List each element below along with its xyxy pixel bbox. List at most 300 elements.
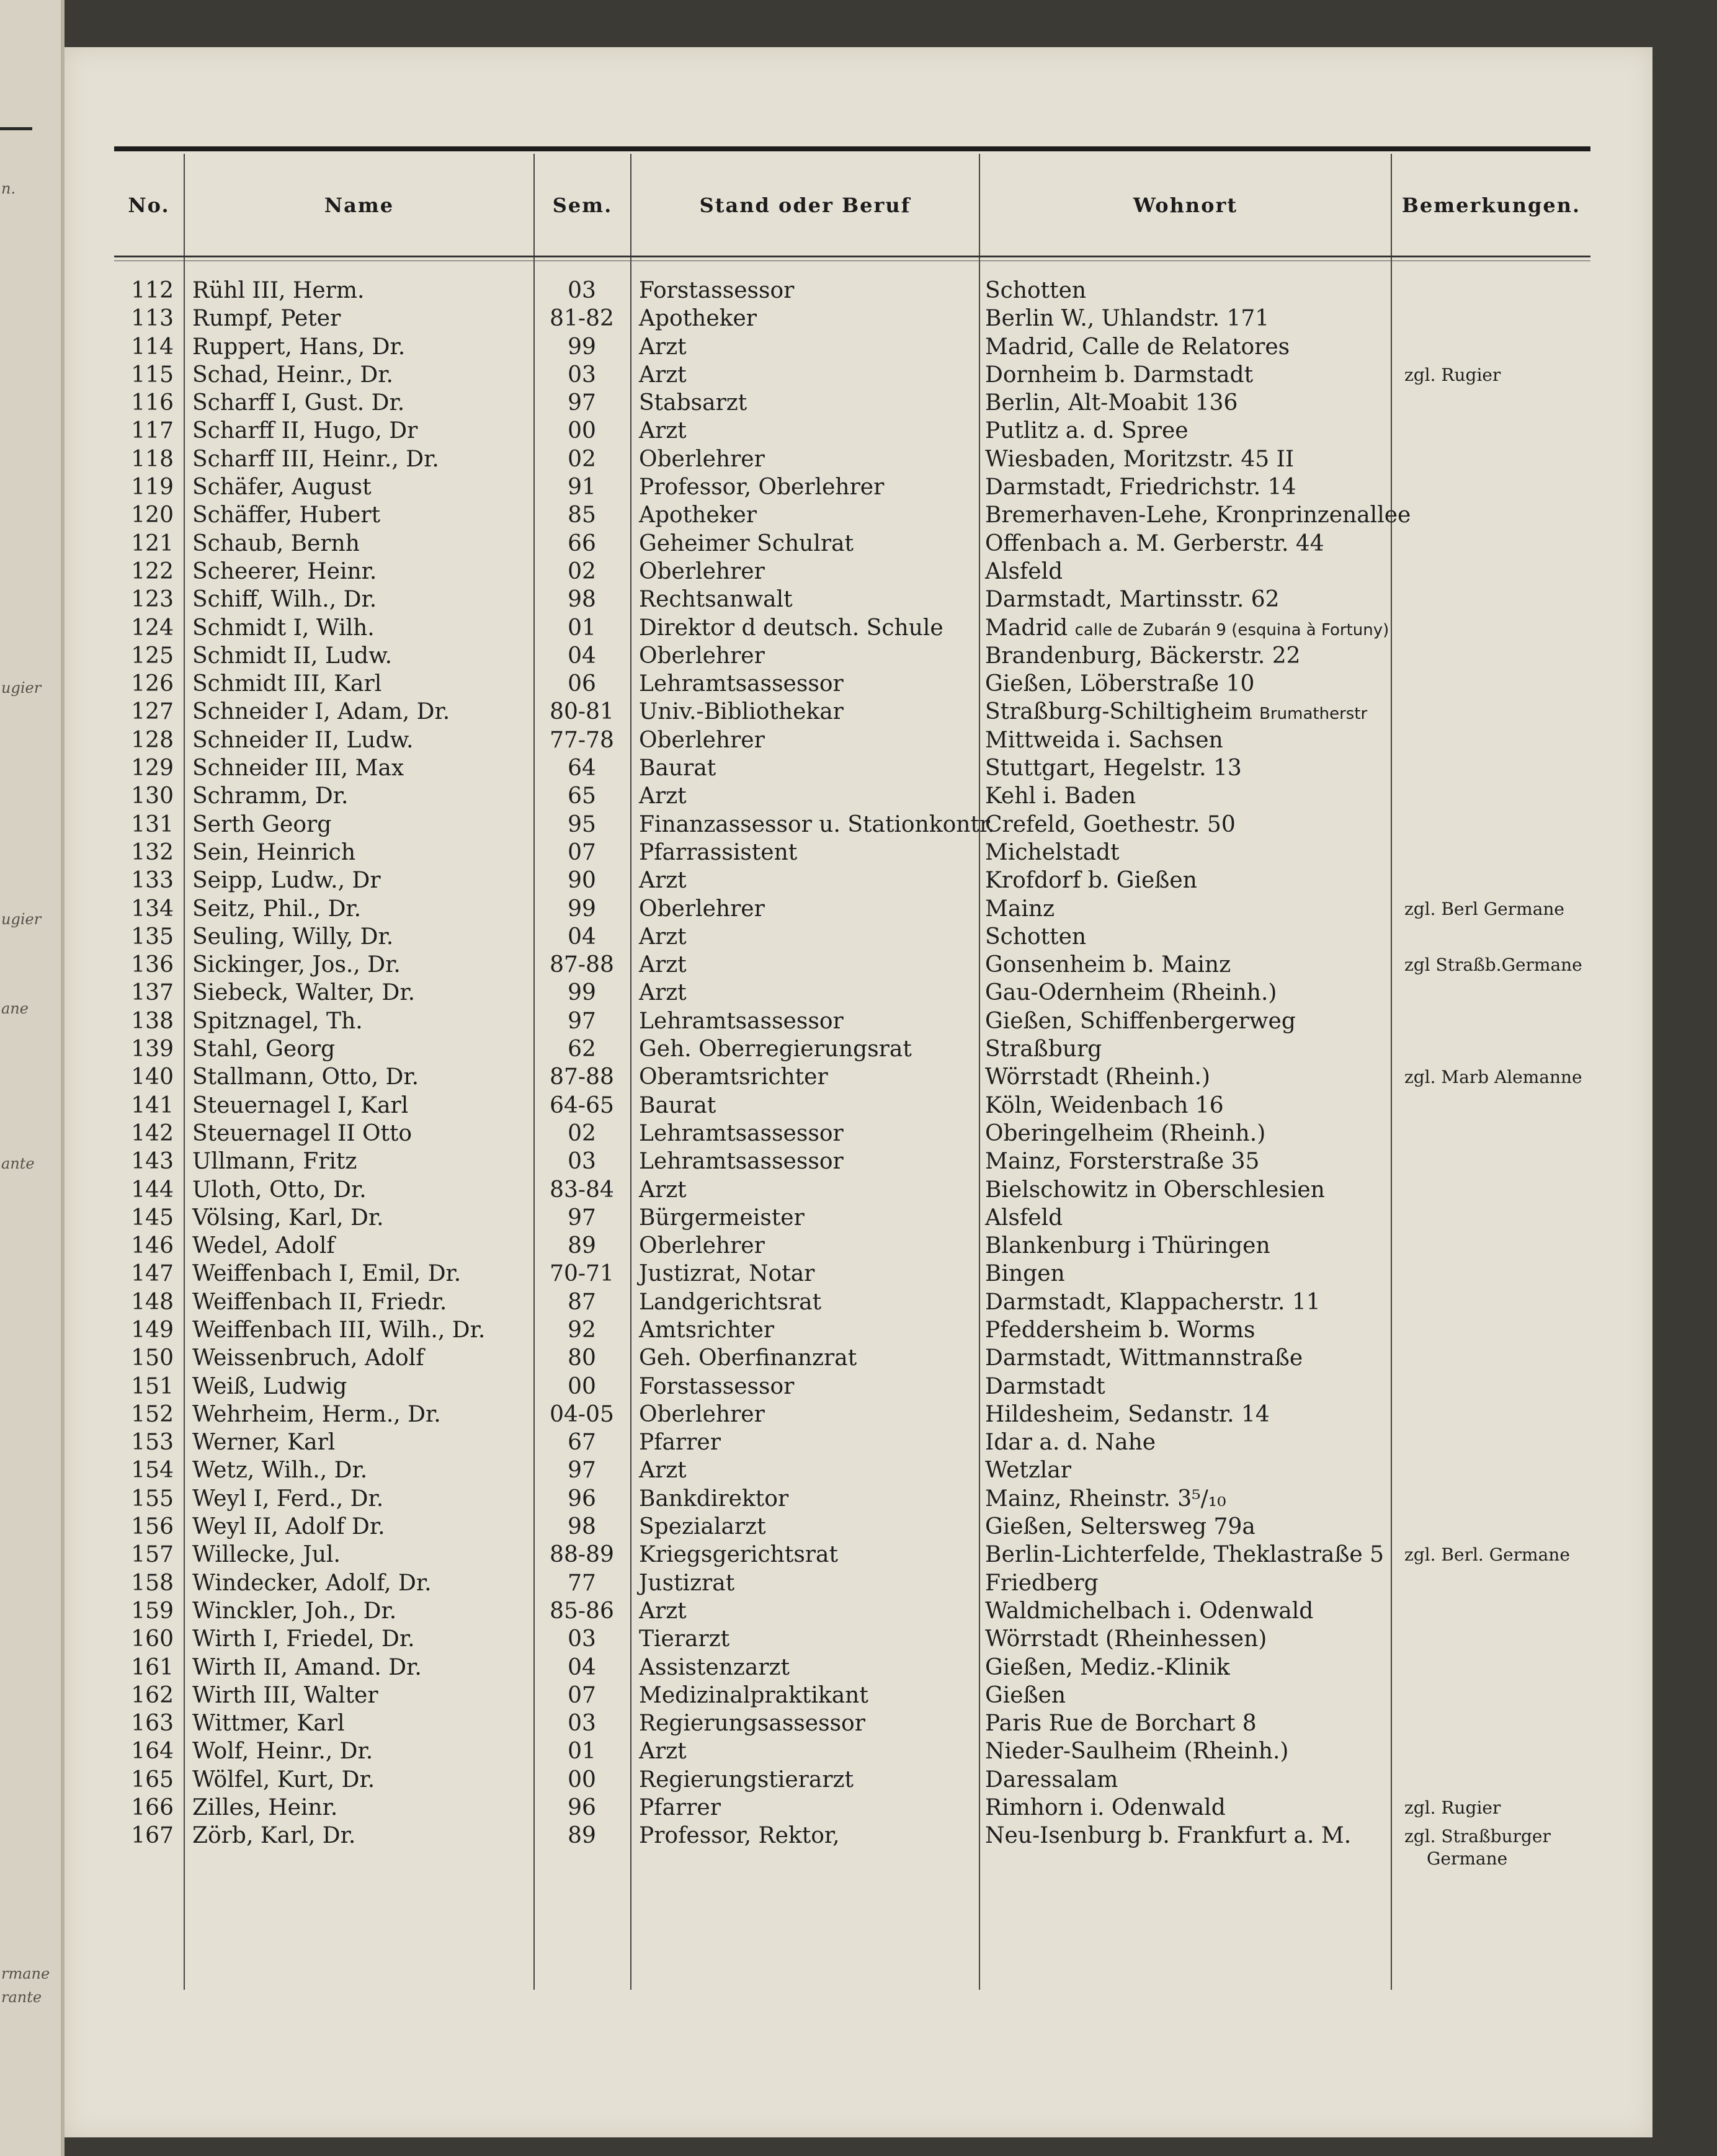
member-profession: Oberamtsrichter (639, 1064, 828, 1090)
table-row (114, 1822, 1590, 1869)
table-row (114, 1569, 1590, 1597)
member-profession: Forstassessor (639, 278, 795, 303)
member-residence (985, 530, 1407, 558)
member-name: Winckler, Joh., Dr. (192, 1598, 397, 1624)
residence-text: Darmstadt, Martinsstr. 62 (985, 587, 1280, 613)
member-remark: zgl. Marb Alemanne (1404, 1067, 1582, 1088)
member-name: Weyl I, Ferd., Dr. (192, 1486, 384, 1512)
member-profession: Oberlehrer (639, 1233, 765, 1259)
member-number: 166 (131, 1795, 174, 1821)
member-name: Scharff I, Gust. Dr. (192, 390, 405, 416)
member-semester: 95 (568, 811, 596, 837)
member-name: Werner, Karl (192, 1430, 336, 1456)
residence-text: Schotten (985, 278, 1087, 303)
member-profession: Direktor d deutsch. Schule (639, 615, 943, 641)
prev-page-fragment: ane (1, 1000, 29, 1017)
residence-text: Gießen (985, 1682, 1066, 1708)
member-residence (985, 754, 1407, 782)
member-number: 144 (131, 1177, 174, 1203)
prev-page-fragment: ugier (1, 679, 42, 697)
residence-text: Dornheim b. Darmstadt (985, 362, 1254, 388)
member-residence (985, 726, 1407, 754)
member-residence (985, 586, 1407, 613)
member-name: Weiffenbach I, Emil, Dr. (192, 1261, 462, 1287)
residence-text: Krofdorf b. Gießen (985, 868, 1197, 894)
member-number: 160 (131, 1626, 174, 1652)
member-name: Wedel, Adolf (192, 1233, 335, 1259)
member-profession: Arzt (639, 1458, 687, 1484)
member-semester: 07 (568, 1682, 596, 1708)
member-semester: 01 (568, 615, 596, 641)
member-residence (985, 1569, 1407, 1597)
member-residence (985, 1709, 1407, 1737)
residence-text: Mittweida i. Sachsen (985, 727, 1223, 753)
member-semester: 97 (568, 1008, 596, 1034)
table-row (114, 698, 1590, 726)
member-semester: 02 (568, 446, 596, 472)
residence-text: Straßburg-Schiltigheim (985, 699, 1252, 725)
member-residence (985, 1513, 1407, 1541)
header-wohnort: Wohnort (1133, 194, 1238, 217)
member-number: 148 (131, 1289, 174, 1315)
member-number: 128 (131, 727, 174, 753)
residence-text: Wörrstadt (Rheinh.) (985, 1064, 1211, 1090)
residence-text: Gießen, Seltersweg 79a (985, 1514, 1255, 1540)
member-semester: 98 (568, 587, 596, 613)
member-number: 127 (131, 699, 174, 725)
member-name: Stallmann, Otto, Dr. (192, 1064, 419, 1090)
table-row (114, 1654, 1590, 1682)
member-residence (985, 1092, 1407, 1120)
table-row (114, 614, 1590, 642)
residence-text: Pfeddersheim b. Worms (985, 1317, 1255, 1343)
member-number: 163 (131, 1711, 174, 1737)
member-profession: Geh. Oberregierungsrat (639, 1036, 912, 1062)
member-number: 122 (131, 558, 174, 584)
residence-text: Madrid, Calle de Relatores (985, 334, 1290, 360)
member-semester: 04-05 (550, 1401, 614, 1427)
member-residence (985, 923, 1407, 951)
member-name: Wirth I, Friedel, Dr. (192, 1626, 415, 1652)
member-semester: 62 (568, 1036, 596, 1062)
member-semester: 85 (568, 502, 596, 528)
member-name: Spitznagel, Th. (192, 1008, 363, 1034)
table-row (114, 1092, 1590, 1120)
table-row (114, 333, 1590, 361)
member-name: Uloth, Otto, Dr. (192, 1177, 367, 1203)
member-profession: Stabsarzt (639, 390, 747, 416)
member-residence (985, 1232, 1407, 1260)
member-residence (985, 839, 1407, 866)
member-semester: 91 (568, 474, 596, 501)
member-name: Schmidt II, Ludw. (192, 643, 393, 669)
member-residence (985, 1373, 1407, 1401)
residence-text: Wiesbaden, Moritzstr. 45 II (985, 446, 1295, 472)
header-sem: Sem. (552, 194, 613, 217)
member-name: Schiff, Wilh., Dr. (192, 587, 377, 613)
member-name: Schäffer, Hubert (192, 502, 381, 528)
member-residence (985, 1260, 1407, 1288)
table-row (114, 586, 1590, 613)
member-semester: 90 (568, 868, 596, 894)
member-profession: Medizinalpraktikant (639, 1682, 868, 1708)
residence-detail: calle de Zubarán 9 (esquina à Fortuny) (1074, 620, 1389, 639)
member-residence (985, 1344, 1407, 1372)
table-row (114, 1456, 1590, 1484)
member-residence (985, 1541, 1407, 1569)
prev-page-fragment: n. (1, 180, 16, 197)
member-number: 157 (131, 1542, 174, 1568)
member-semester: 96 (568, 1795, 596, 1821)
residence-text: Mainz, Rheinstr. 3⁵/₁₀ (985, 1486, 1226, 1512)
member-remark: zgl Straßb.Germane (1404, 955, 1582, 976)
member-name: Wolf, Heinr., Dr. (192, 1739, 373, 1765)
member-number: 135 (131, 924, 174, 950)
member-number: 151 (131, 1373, 174, 1399)
member-number: 123 (131, 587, 174, 613)
member-name: Wölfel, Kurt, Dr. (192, 1766, 375, 1793)
residence-text: Nieder-Saulheim (Rheinh.) (985, 1739, 1289, 1765)
residence-text: Alsfeld (985, 558, 1063, 584)
member-name: Weiß, Ludwig (192, 1373, 347, 1399)
table-row (114, 1373, 1590, 1401)
member-profession: Justizrat (639, 1570, 735, 1596)
residence-text: Daressalam (985, 1766, 1118, 1793)
member-number: 133 (131, 868, 174, 894)
table-row (114, 1541, 1590, 1569)
member-profession: Apotheker (639, 502, 757, 528)
table-row (114, 389, 1590, 417)
table-row (114, 1260, 1590, 1288)
member-profession: Professor, Oberlehrer (639, 474, 885, 501)
header-no: No. (128, 194, 170, 217)
member-number: 141 (131, 1092, 174, 1118)
member-residence (985, 1485, 1407, 1513)
member-semester: 64 (568, 755, 596, 782)
member-number: 159 (131, 1598, 174, 1624)
member-number: 165 (131, 1766, 174, 1793)
member-name: Schneider III, Max (192, 755, 404, 782)
member-name: Serth Georg (192, 811, 332, 837)
member-profession: Justizrat, Notar (639, 1261, 815, 1287)
member-residence (985, 1063, 1407, 1091)
residence-text: Straßburg (985, 1036, 1102, 1062)
member-semester: 07 (568, 839, 596, 865)
remark-line: Germane (1427, 1848, 1508, 1869)
residence-text: Wetzlar (985, 1458, 1071, 1484)
member-name: Scheerer, Heinr. (192, 558, 377, 584)
prev-page-fragment: rante (1, 1989, 42, 2006)
table-row (114, 473, 1590, 501)
member-semester: 89 (568, 1233, 596, 1259)
member-residence (985, 305, 1407, 332)
residence-text: Gießen, Mediz.-Klinik (985, 1654, 1230, 1680)
residence-text: Hildesheim, Sedanstr. 14 (985, 1401, 1270, 1427)
member-number: 140 (131, 1064, 174, 1090)
member-semester: 66 (568, 530, 596, 556)
member-number: 167 (131, 1823, 174, 1849)
member-profession: Arzt (639, 952, 687, 978)
member-residence (985, 1120, 1407, 1147)
table-row (114, 417, 1590, 445)
member-number: 147 (131, 1261, 174, 1287)
member-profession: Amtsrichter (639, 1317, 775, 1343)
member-profession: Arzt (639, 924, 687, 950)
member-semester: 99 (568, 334, 596, 360)
member-number: 134 (131, 896, 174, 922)
member-number: 143 (131, 1149, 174, 1175)
member-name: Völsing, Karl, Dr. (192, 1205, 384, 1231)
member-profession: Arzt (639, 418, 687, 444)
member-profession: Univ.-Bibliothekar (639, 699, 844, 725)
member-semester: 02 (568, 558, 596, 584)
member-number: 137 (131, 980, 174, 1006)
member-residence (985, 1007, 1407, 1035)
member-residence (985, 1654, 1407, 1682)
residence-text: Köln, Weidenbach 16 (985, 1092, 1224, 1118)
residence-text: Darmstadt, Friedrichstr. 14 (985, 474, 1296, 501)
table-row (114, 1428, 1590, 1456)
member-semester: 98 (568, 1514, 596, 1540)
residence-text: Neu-Isenburg b. Frankfurt a. M. (985, 1823, 1352, 1849)
member-semester: 03 (568, 1626, 596, 1652)
member-name: Seuling, Willy, Dr. (192, 924, 394, 950)
residence-text: Darmstadt (985, 1373, 1105, 1399)
member-semester: 87 (568, 1289, 596, 1315)
member-residence (985, 1822, 1407, 1850)
member-name: Seipp, Ludw., Dr (192, 868, 381, 894)
member-residence (985, 1204, 1407, 1232)
table-row (114, 1597, 1590, 1625)
table-row (114, 501, 1590, 529)
member-residence (985, 614, 1407, 644)
table-row (114, 1120, 1590, 1147)
member-name: Schad, Heinr., Dr. (192, 362, 393, 388)
residence-text: Madrid (985, 615, 1068, 641)
residence-text: Stuttgart, Hegelstr. 13 (985, 755, 1242, 782)
member-profession: Finanzassessor u. Stationkontr. (639, 811, 995, 837)
table-row (114, 1204, 1590, 1232)
residence-text: Rimhorn i. Odenwald (985, 1795, 1226, 1821)
member-number: 161 (131, 1654, 174, 1680)
residence-text: Bielschowitz in Oberschlesien (985, 1177, 1325, 1203)
member-semester: 97 (568, 1458, 596, 1484)
member-number: 126 (131, 671, 174, 697)
member-name: Wehrheim, Herm., Dr. (192, 1401, 441, 1427)
table-row (114, 1288, 1590, 1316)
member-profession: Oberlehrer (639, 643, 765, 669)
residence-text: Schotten (985, 924, 1087, 950)
member-profession: Regierungsassessor (639, 1711, 865, 1737)
member-residence (985, 782, 1407, 810)
member-profession: Oberlehrer (639, 446, 765, 472)
member-residence (985, 501, 1411, 529)
residence-text: Putlitz a. d. Spree (985, 418, 1189, 444)
member-semester: 03 (568, 278, 596, 303)
table-row (114, 726, 1590, 754)
member-number: 119 (131, 474, 174, 501)
member-profession: Rechtsanwalt (639, 587, 793, 613)
table-row (114, 1737, 1590, 1765)
member-profession: Arzt (639, 362, 687, 388)
member-residence (985, 1316, 1407, 1344)
member-residence (985, 417, 1407, 445)
table-row (114, 277, 1590, 305)
table-body (114, 277, 1590, 1869)
member-number: 145 (131, 1205, 174, 1231)
residence-text: Darmstadt, Wittmannstraße (985, 1345, 1303, 1371)
member-name: Ullmann, Fritz (192, 1149, 357, 1175)
member-residence (985, 1737, 1407, 1765)
residence-text: Darmstadt, Klappacherstr. 11 (985, 1289, 1321, 1315)
member-residence (985, 1401, 1407, 1428)
header-rule (114, 256, 1590, 257)
residence-text: Blankenburg i Thüringen (985, 1233, 1270, 1259)
member-remark: zgl. Rugier (1404, 364, 1501, 385)
member-semester: 83-84 (550, 1177, 614, 1203)
member-residence (985, 1794, 1407, 1822)
member-name: Seitz, Phil., Dr. (192, 896, 362, 922)
member-residence (985, 642, 1407, 670)
member-number: 149 (131, 1317, 174, 1343)
member-number: 115 (131, 362, 174, 388)
residence-text: Mainz (985, 896, 1055, 922)
member-profession: Baurat (639, 755, 716, 782)
member-profession: Arzt (639, 980, 687, 1006)
table-row (114, 1035, 1590, 1063)
residence-text: Bingen (985, 1261, 1065, 1287)
member-number: 130 (131, 783, 174, 809)
member-profession: Bankdirektor (639, 1486, 789, 1512)
member-residence (985, 1456, 1407, 1484)
member-name: Schneider I, Adam, Dr. (192, 699, 450, 725)
previous-page-edge (0, 0, 65, 2156)
member-semester: 01 (568, 1739, 596, 1765)
member-number: 112 (131, 278, 174, 303)
member-name: Ruppert, Hans, Dr. (192, 334, 406, 360)
member-name: Sein, Heinrich (192, 839, 356, 865)
member-semester: 77-78 (550, 727, 614, 753)
residence-text: Gau-Odernheim (Rheinh.) (985, 980, 1277, 1006)
remark-line: zgl. Straßburger (1404, 1826, 1551, 1847)
table-row (114, 642, 1590, 670)
member-semester: 88-89 (550, 1542, 614, 1568)
residence-text: Michelstadt (985, 839, 1120, 865)
table-row (114, 951, 1590, 979)
table-row (114, 1794, 1590, 1822)
member-semester: 87-88 (550, 1064, 614, 1090)
member-number: 124 (131, 615, 174, 641)
member-number: 121 (131, 530, 174, 556)
prev-page-rule (0, 127, 32, 130)
member-residence (985, 1766, 1407, 1794)
table-top-rule (114, 146, 1590, 151)
member-semester: 03 (568, 362, 596, 388)
table-row (114, 866, 1590, 894)
member-number: 155 (131, 1486, 174, 1512)
member-semester: 77 (568, 1570, 596, 1596)
table-row (114, 1007, 1590, 1035)
residence-text: Wörrstadt (Rheinhessen) (985, 1626, 1267, 1652)
member-semester: 67 (568, 1430, 596, 1456)
member-profession: Lehramtsassessor (639, 671, 844, 697)
member-residence (985, 1682, 1407, 1709)
member-residence (985, 951, 1407, 979)
residence-text: Paris Rue de Borchart 8 (985, 1711, 1257, 1737)
member-semester: 06 (568, 671, 596, 697)
member-profession: Apotheker (639, 306, 757, 332)
member-profession: Bürgermeister (639, 1205, 805, 1231)
member-semester: 97 (568, 1205, 596, 1231)
member-semester: 92 (568, 1317, 596, 1343)
member-number: 132 (131, 839, 174, 865)
member-residence (985, 558, 1407, 586)
residence-text: Kehl i. Baden (985, 783, 1136, 809)
table-row (114, 1316, 1590, 1344)
member-semester: 80 (568, 1345, 596, 1371)
table-row (114, 754, 1590, 782)
member-residence (985, 895, 1407, 923)
member-semester: 81-82 (550, 306, 614, 332)
table-row (114, 1176, 1590, 1204)
member-name: Wittmer, Karl (192, 1711, 345, 1737)
member-number: 162 (131, 1682, 174, 1708)
member-name: Scharff II, Hugo, Dr (192, 418, 418, 444)
member-name: Schäfer, August (192, 474, 372, 501)
member-semester: 80-81 (550, 699, 614, 725)
member-profession: Assistenzarzt (639, 1654, 790, 1680)
member-number: 136 (131, 952, 174, 978)
residence-text: Friedberg (985, 1570, 1099, 1596)
prev-page-fragment: ante (1, 1155, 35, 1172)
table-row (114, 1344, 1590, 1372)
table-row (114, 923, 1590, 951)
member-residence (985, 866, 1407, 894)
table-row (114, 1147, 1590, 1175)
member-residence (985, 670, 1407, 698)
document-page (65, 47, 1652, 2137)
member-number: 118 (131, 446, 174, 472)
member-semester: 70-71 (550, 1261, 614, 1287)
member-profession: Lehramtsassessor (639, 1120, 844, 1146)
member-residence (985, 1597, 1407, 1625)
member-name: Weiffenbach III, Wilh., Dr. (192, 1317, 486, 1343)
member-semester: 00 (568, 1373, 596, 1399)
residence-text: Crefeld, Goethestr. 50 (985, 811, 1236, 837)
member-semester: 00 (568, 1766, 596, 1793)
member-profession: Lehramtsassessor (639, 1008, 844, 1034)
member-residence (985, 389, 1407, 417)
member-number: 138 (131, 1008, 174, 1034)
member-name: Weiffenbach II, Friedr. (192, 1289, 447, 1315)
residence-detail: Brumatherstr (1259, 705, 1368, 724)
member-name: Windecker, Adolf, Dr. (192, 1570, 432, 1596)
member-residence (985, 1288, 1407, 1316)
member-profession: Arzt (639, 783, 687, 809)
member-remark: zgl. Rugier (1404, 1797, 1501, 1819)
table-row (114, 811, 1590, 839)
member-profession: Geh. Oberfinanzrat (639, 1345, 857, 1371)
member-residence (985, 445, 1407, 473)
table-row (114, 305, 1590, 332)
table-row (114, 1401, 1590, 1428)
member-profession: Oberlehrer (639, 558, 765, 584)
member-semester: 04 (568, 1654, 596, 1680)
member-number: 114 (131, 334, 174, 360)
member-name: Stahl, Georg (192, 1036, 336, 1062)
table-row (114, 1513, 1590, 1541)
member-number: 113 (131, 306, 174, 332)
